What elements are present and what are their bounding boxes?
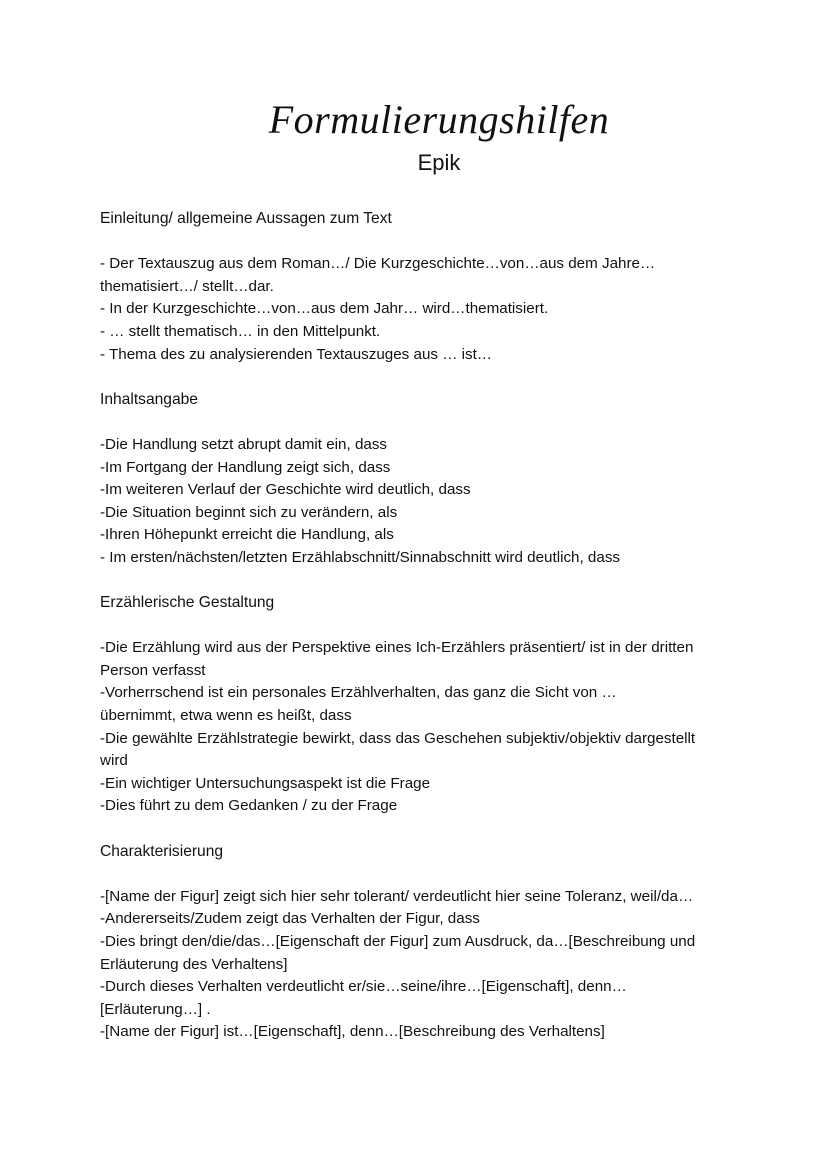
phrase-line: - Thema des zu analysierenden Textauszuges aus … ist… (100, 345, 492, 363)
section-heading: Erzählerische Gestaltung (100, 594, 275, 612)
phrase-line: -[Name der Figur] zeigt sich hier sehr tolerant/ verdeutlicht hier seine Toleranz, weil/da… (100, 887, 694, 905)
section-heading: Inhaltsangabe (100, 390, 198, 408)
section-einleitung (100, 208, 740, 366)
phrase-line: -Durch dieses Verhalten verdeutlicht er/sie…seine/ihre…[Eigenschaft], denn…[Erläuterung…] . (100, 978, 627, 1018)
phrase-line: -Vorherrschend ist ein personales Erzählverhalten, das ganz die Sicht von … übernimmt, etwa wenn es heißt, dass (100, 684, 617, 725)
phrase-line: -Die Erzählung wird aus der Perspektive eines Ich-Erzählers präsentiert/ ist in der dritten Person verfasst (100, 639, 694, 679)
phrase-line: -Im weiteren Verlauf der Geschichte wird deutlich, dass (100, 481, 471, 499)
phrase-line: -Die Handlung setzt abrupt damit ein, dass (100, 435, 388, 453)
phrase-line: -Dies führt zu dem Gedanken / zu der Frage (100, 797, 398, 815)
phrase-line: - In der Kurzgeschichte…von…aus dem Jahr… wird…thematisiert. (100, 300, 549, 318)
section-erzaehlerische-gestaltung (100, 592, 740, 818)
phrase-line: -Dies bringt den/die/das…[Eigenschaft der Figur] zum Ausdruck, da…[Beschreibung und Erläuterung des Verhaltens] (100, 933, 696, 973)
phrase-line: -Im Fortgang der Handlung zeigt sich, dass (100, 458, 391, 476)
section-charakterisierung (100, 841, 740, 1044)
phrase-line: - Der Textauszug aus dem Roman…/ Die Kurzgeschichte…von…aus dem Jahre…thematisiert…/ stellt…dar. (100, 255, 656, 295)
section-heading: Charakterisierung (100, 842, 224, 860)
document-body (100, 208, 740, 1067)
phrase-line: - … stellt thematisch… in den Mittelpunkt. (100, 322, 381, 340)
phrase-line: -Ihren Höhepunkt erreicht die Handlung, als (100, 526, 394, 544)
phrase-line: -Die gewählte Erzählstrategie bewirkt, dass das Geschehen subjektiv/objektiv dargestellt wird (100, 729, 696, 770)
phrase-line: -[Name der Figur] ist…[Eigenschaft], denn…[Beschreibung des Verhaltens] (100, 1023, 605, 1041)
document-title: Formulierungshilfen (268, 97, 610, 142)
section-heading: Einleitung/ allgemeine Aussagen zum Text (100, 210, 392, 227)
section-inhaltsangabe (100, 389, 740, 570)
phrase-line: -Ein wichtiger Untersuchungsaspekt ist die Frage (100, 774, 431, 792)
phrase-line: -Die Situation beginnt sich zu verändern, als (100, 503, 398, 521)
phrase-line: - Im ersten/nächsten/letzten Erzählabschnitt/Sinnabschnitt wird deutlich, dass (100, 548, 621, 566)
document-subtitle: Epik (417, 150, 461, 175)
phrase-line: -Andererseits/Zudem zeigt das Verhalten der Figur, dass (100, 910, 480, 928)
